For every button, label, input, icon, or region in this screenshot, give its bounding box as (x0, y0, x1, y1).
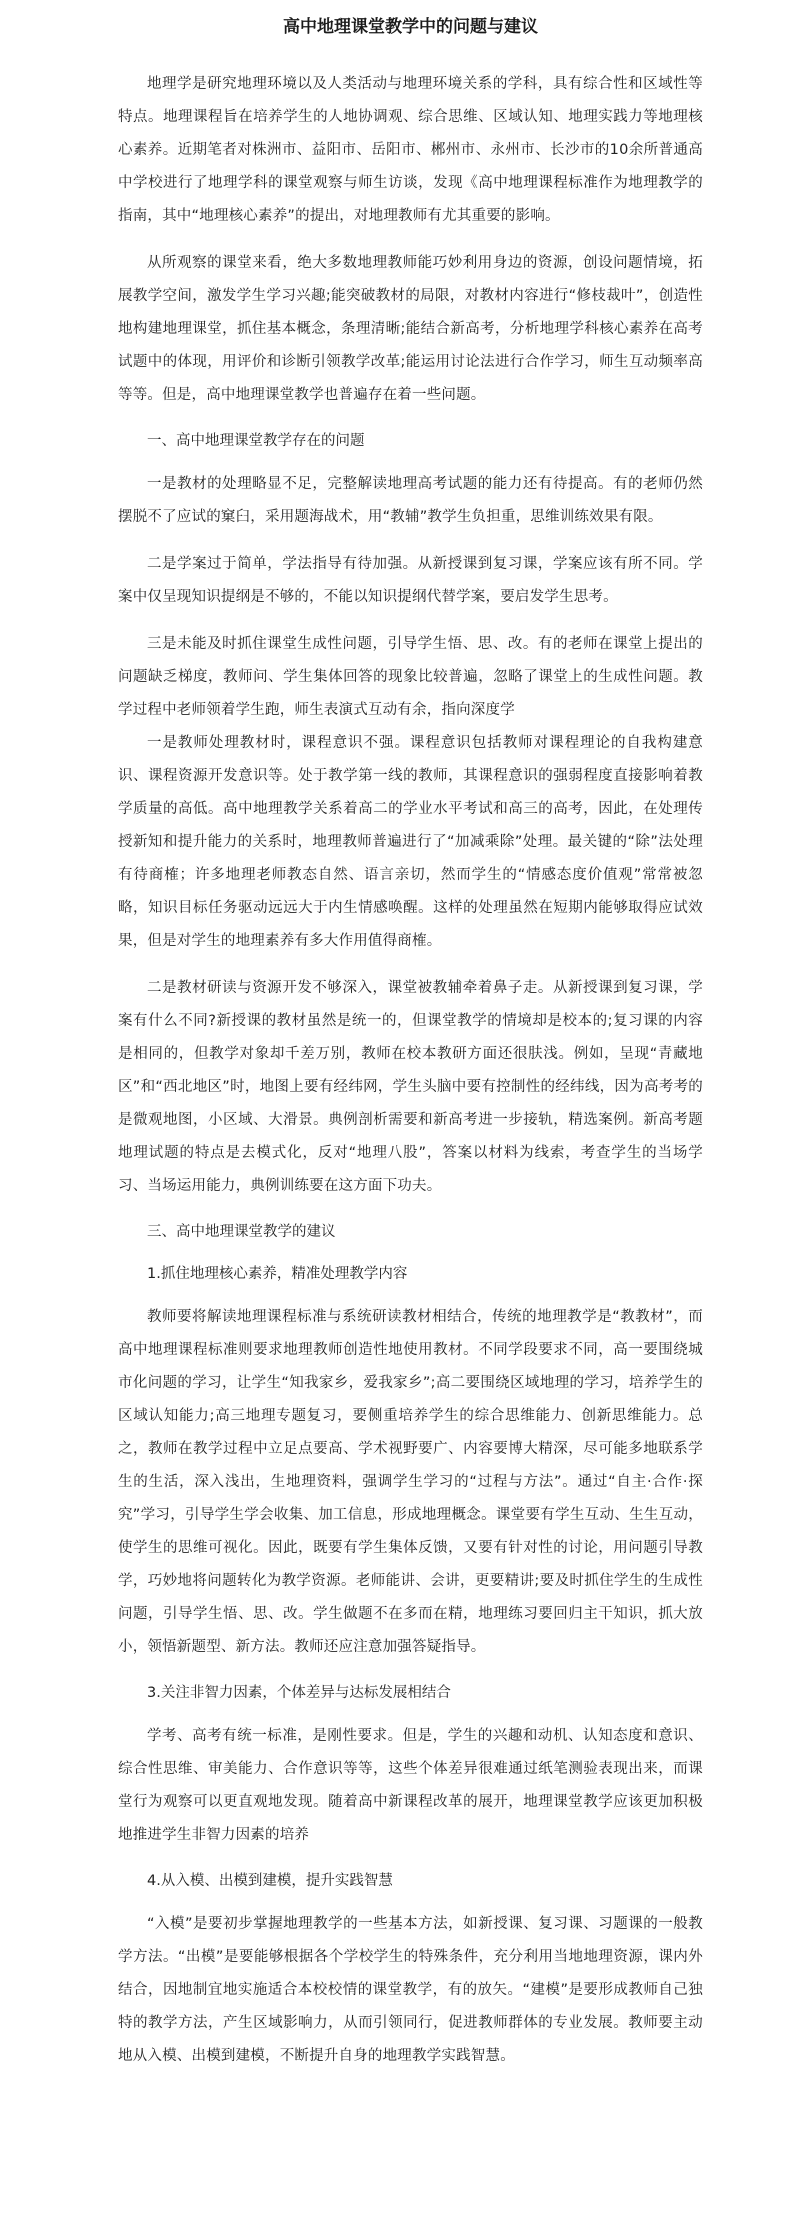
section-heading-problems: 一、高中地理课堂教学存在的问题 (147, 433, 365, 449)
problem-paragraph-5: 二是教材研读与资源开发不够深入，课堂被教辅牵着鼻子走。从新授课到复习课，学案有什么不同?新授课的教材虽然是统一的，但课堂教学的情境却是校本的;复习课的内容是相同的，但教学对象却千差万别，教师在校本教研方面还很肤浅。例如，呈现“青藏地区”和“西北地区”时，地图上要有经纬网，学生头脑中要有控制性的经纬线，因为高考考的是微观地图，小区域、大滑景。典例剖析需要和新高考进一步接轨，精选案例。新高考题地理试题的特点是去模式化，反对“地理八股”，答案以材料为线索，考查学生的当场学习、当场运用能力，典例训练要在这方面下功夫。 (118, 980, 703, 1194)
intro-paragraph-1: 地理学是研究地理环境以及人类活动与地理环境关系的学科，具有综合性和区域性等特点。地理课程旨在培养学生的人地协调观、综合思维、区域认知、地理实践力等地理核心素养。近期笔者对株洲市、益阳市、岳阳市、郴州市、永州市、长沙市的10余所普通高中学校进行了地理学科的课堂观察与师生访谈，发现《高中地理课程标准作为地理教学的指南，其中“地理核心素养”的提出，对地理教师有尤其重要的影响。 (118, 76, 703, 224)
section-heading-suggestions: 三、高中地理课堂教学的建议 (147, 1224, 336, 1240)
suggestion-paragraph-3: 学考、高考有统一标准，是刚性要求。但是，学生的兴趣和动机、认知态度和意识、综合性思维、审美能力、合作意识等等，这些个体差异很难通过纸笔测验表现出来，而课堂行为观察可以更直观地发现。随着高中新课程改革的展开，地理课堂教学应该更加积极地推进学生非智力因素的培养 (118, 1728, 703, 1843)
intro-paragraph-2: 从所观察的课堂来看，绝大多数地理教师能巧妙利用身边的资源，创设问题情境，拓展教学空间，激发学生学习兴趣;能突破教材的局限，对教材内容进行“修枝裁叶”，创造性地构建地理课堂，抓住基本概念，条理清晰;能结合新高考，分析地理学科核心素养在高考试题中的体现，用评价和诊断引领教学改革;能运用讨论法进行合作学习，师生互动频率高等等。但是，高中地理课堂教学也普遍存在着一些问题。 (118, 255, 703, 403)
subheading-modeling: 4.从入模、出模到建模，提升实践智慧 (147, 1873, 393, 1889)
subheading-core-literacy: 1.抓住地理核心素养，精准处理教学内容 (147, 1266, 408, 1282)
suggestion-paragraph-4: “入模”是要初步掌握地理教学的一些基本方法，如新授课、复习课、习题课的一般教学方法。“出模”是要能够根据各个学校学生的特殊条件，充分利用当地地理资源，课内外结合，因地制宜地实施适合本校校情的课堂教学，有的放矢。“建模”是要形成教师自己独特的教学方法，产生区域影响力，从而引领同行，促进教师群体的专业发展。教师要主动地从入模、出模到建模，不断提升自身的地理教学实践智慧。 (118, 1916, 703, 2064)
article-title: 高中地理课堂教学中的问题与建议 (283, 17, 538, 37)
problem-paragraph-3: 三是未能及时抓住课堂生成性问题，引导学生悟、思、改。有的老师在课堂上提出的问题缺乏梯度，教师问、学生集体回答的现象比较普遍，忽略了课堂上的生成性问题。教学过程中老师领着学生跑，师生表演式互动有余，指向深度学 (118, 636, 703, 718)
subheading-non-intellectual: 3.关注非智力因素，个体差异与达标发展相结合 (147, 1685, 451, 1701)
problem-paragraph-4: 一是教师处理教材时，课程意识不强。课程意识包括教师对课程理论的自我构建意识、课程资源开发意识等。处于教学第一线的教师，其课程意识的强弱程度直接影响着教学质量的高低。高中地理教学关系着高二的学业水平考试和高三的高考，因此，在处理传授新知和提升能力的关系时，地理教师普遍进行了“加减乘除”处理。最关键的“除”法处理有待商榷；许多地理老师教态自然、语言亲切，然而学生的“情感态度价值观”常常被忽略，知识目标任务驱动远远大于内生情感唤醒。这样的处理虽然在短期内能够取得应试效果，但是对学生的地理素养有多大作用值得商榷。 (118, 735, 703, 949)
problem-paragraph-1: 一是教材的处理略显不足，完整解读地理高考试题的能力还有待提高。有的老师仍然摆脱不了应试的窠臼，采用题海战术，用“教辅”教学生负担重，思维训练效果有限。 (118, 476, 703, 525)
problem-paragraph-2: 二是学案过于简单，学法指导有待加强。从新授课到复习课，学案应该有所不同。学案中仅呈现知识提纲是不够的，不能以知识提纲代替学案，要启发学生思考。 (118, 556, 703, 605)
suggestion-paragraph-1: 教师要将解读地理课程标准与系统研读教材相结合，传统的地理教学是“教教材”，而高中地理课程标准则要求地理教师创造性地使用教材。不同学段要求不同，高一要围绕城市化问题的学习，让学生“知我家乡，爱我家乡”;高二要围绕区域地理的学习，培养学生的区域认知能力;高三地理专题复习，要侧重培养学生的综合思维能力、创新思维能力。总之，教师在教学过程中立足点要高、学术视野要广、内容要博大精深，尽可能多地联系学生的生活，深入浅出，生地理资料，强调学生学习的“过程与方法”。通过“自主·合作·探究”学习，引导学生学会收集、加工信息，形成地理概念。课堂要有学生互动、生生互动，使学生的思维可视化。因此，既要有学生集体反馈，又要有针对性的讨论，用问题引导教学，巧妙地将问题转化为教学资源。老师能讲、会讲，更要精讲;要及时抓住学生的生成性问题，引导学生悟、思、改。学生做题不在多而在精，地理练习要回归主干知识，抓大放小，领悟新题型、新方法。教师还应注意加强答疑指导。 (118, 1309, 703, 1655)
